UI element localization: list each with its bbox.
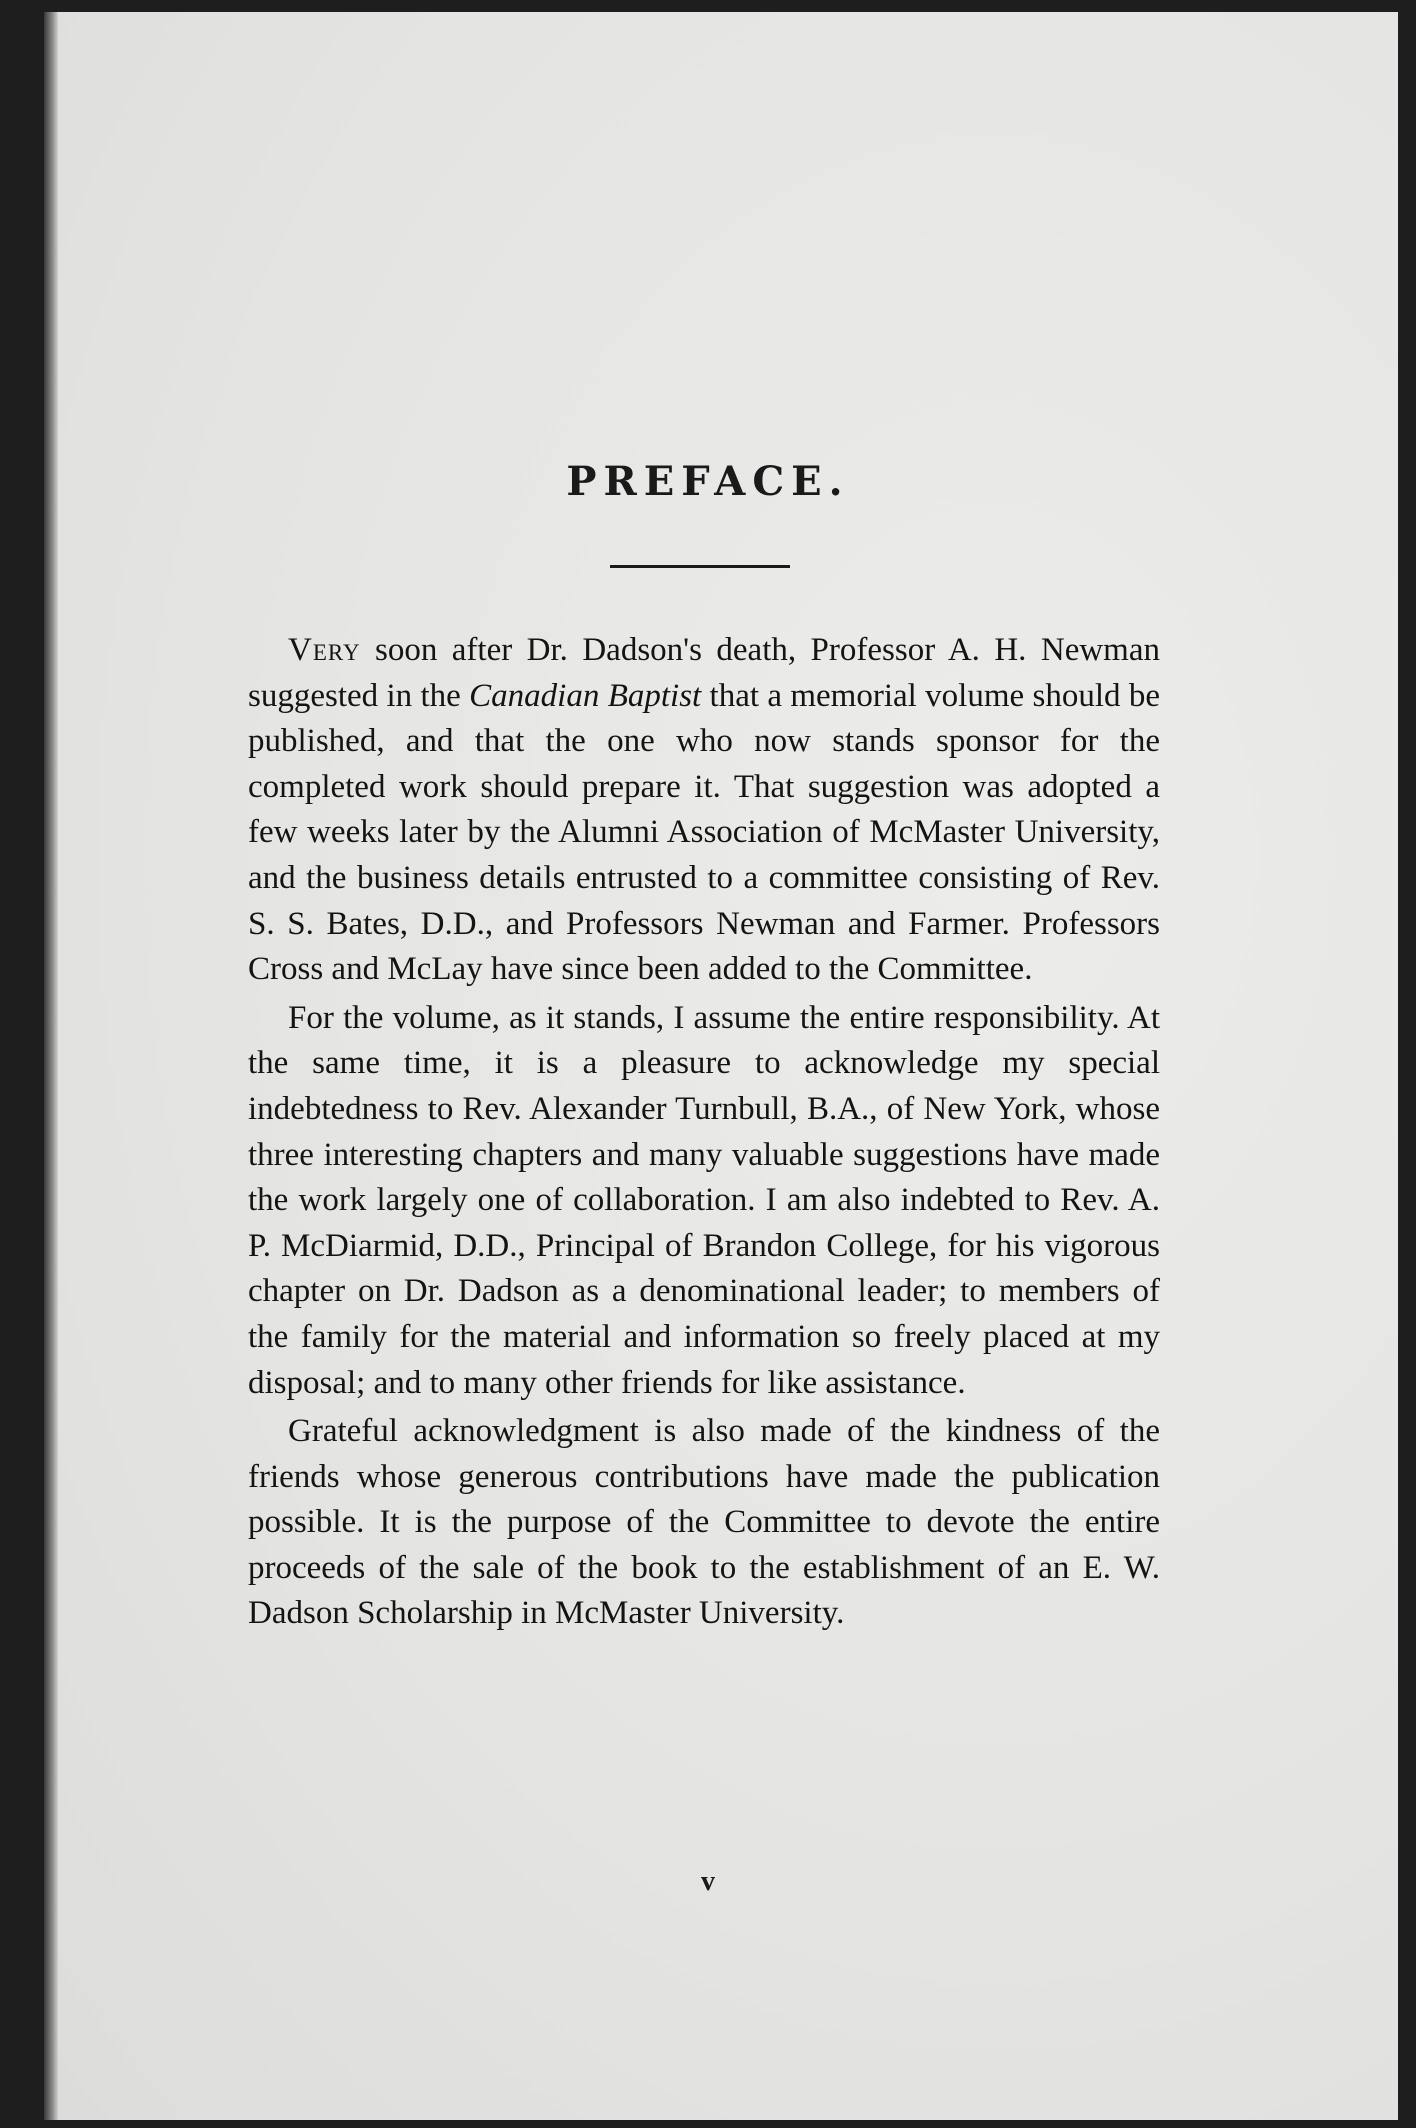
periodical-title: Canadian Baptist [469,677,702,714]
title-rule [610,565,790,568]
page-title: PREFACE. [566,458,850,505]
paragraph-3: Grateful acknowledgment is also made of the kindness of the friends whose generous contributions have made the publication possible. It is the purpose of the Committee to devote the entire proceeds of the sale of the book to the establishment of an E. W. Dadson Scholarship in McMaster University. [248,1413,1160,1632]
paragraph-1-text-a: soon after Dr. Dadson's death, Professor A. H. Newman suggested in the [248,632,1160,714]
page-number: v [701,1866,715,1897]
paragraph-lead-word: Very [288,632,361,668]
page-spine-edge [44,12,58,2120]
paragraph-2: For the volume, as it stands, I assume the entire responsibility. At the same time, it is a pleasure to acknowledge my special indebtedness to Rev. Alexander Turnbull, B.A., of New York, whose three interesting chapters and many valuable suggestions have made the work largely one of collaboration. I am also indebted to Rev. A. P. McDiarmid, D.D., Principal of Brandon College, for his vigorous chapter on Dr. Dadson as a denominational leader; to members of the family for the material and information so freely placed at my disposal; and to many other friends for like assistance. [248,999,1160,1401]
preface-body [248,628,1160,1640]
paragraph-1 [248,628,1160,993]
paragraph-1-text-b: that a memorial volume should be published, and that the one who now stands sponsor for the completed work should prepare it. That suggestion was adopted a few weeks later by the Alumni Association of McMaster University, and the business details entrusted to a committee consisting of Rev. S. S. Bates, D.D., and Professors Newman and Farmer. Professors Cross and McLay have since been added to the Committee. [248,677,1160,988]
